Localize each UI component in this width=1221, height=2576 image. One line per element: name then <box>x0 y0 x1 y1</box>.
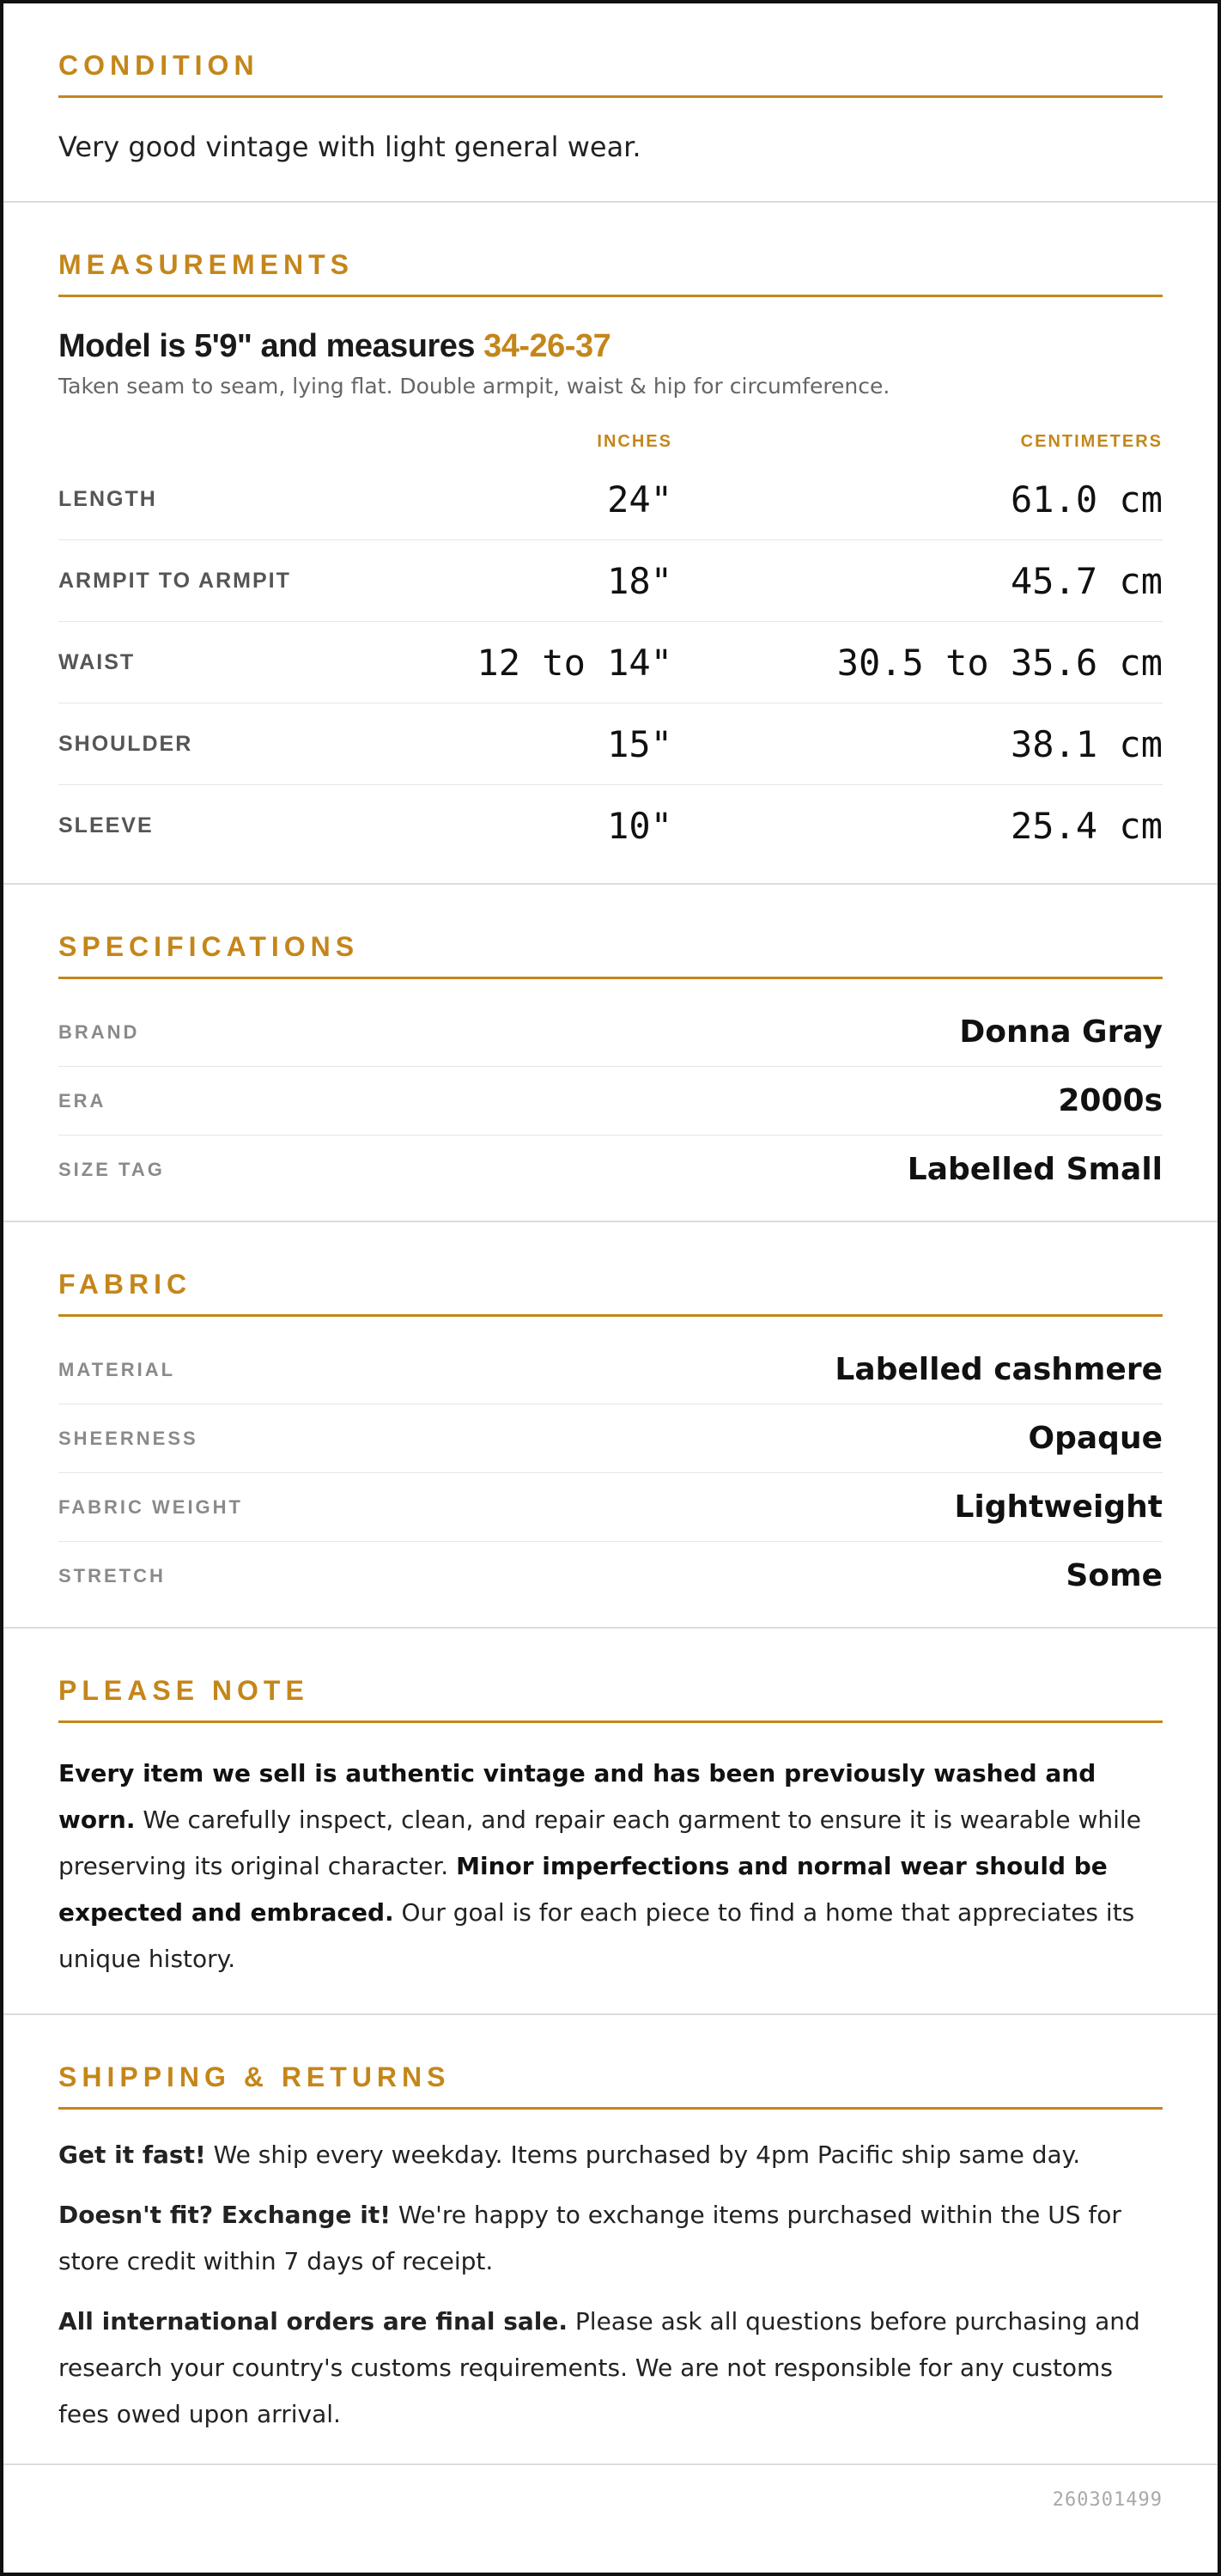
spec-value: 2000s <box>1058 1083 1163 1118</box>
note-bold-1: Every item we sell is authentic vintage and has been previously washed and worn. <box>58 1759 1096 1834</box>
shipping-body: Please ask all questions before purchasing and research your country's customs requirements. We are not responsible for any customs fees owed upon arrival. <box>58 2307 1140 2428</box>
shipping-bold: Get it fast! <box>58 2141 206 2169</box>
fabric-row <box>58 1473 1163 1542</box>
measurement-label: SLEEVE <box>58 813 154 837</box>
shipping-section <box>3 2015 1218 2465</box>
measurement-cm: 30.5 to 35.6 cm <box>836 641 1163 684</box>
measurement-row <box>58 459 1163 540</box>
spec-row <box>58 1136 1163 1203</box>
section-title-measurements: MEASUREMENTS <box>58 203 1163 297</box>
centimeters-column-header: CENTIMETERS <box>1020 431 1163 451</box>
fabric-list <box>58 1336 1163 1627</box>
section-title-please-note: PLEASE NOTE <box>58 1629 1163 1723</box>
measurement-inches: 18" <box>607 559 672 602</box>
section-title-fabric: FABRIC <box>58 1222 1163 1317</box>
spec-value: Labelled Small <box>907 1152 1163 1187</box>
spec-value: Donna Gray <box>959 1014 1163 1050</box>
fabric-row <box>58 1336 1163 1404</box>
spec-label: SIZE TAG <box>58 1158 165 1180</box>
fabric-row <box>58 1404 1163 1473</box>
shipping-paragraph <box>58 2192 1163 2285</box>
please-note-text <box>58 1723 1163 2013</box>
shipping-body: We ship every weekday. Items purchased by 4pm Pacific ship same day. <box>205 2141 1081 2169</box>
fabric-section <box>3 1222 1218 1629</box>
model-measures-line <box>58 328 1163 365</box>
measurement-row <box>58 540 1163 622</box>
fabric-row <box>58 1542 1163 1610</box>
product-code: 260301499 <box>1052 2489 1163 2511</box>
fabric-value: Labelled cashmere <box>835 1352 1163 1387</box>
measurement-cm: 61.0 cm <box>1010 478 1163 521</box>
footer <box>3 2465 1218 2541</box>
measurement-label: SHOULDER <box>58 731 193 756</box>
condition-section <box>3 3 1218 203</box>
note-text-2: Our goal is for each piece to find a home that appreciates its unique history. <box>58 1898 1135 1973</box>
measurement-row <box>58 785 1163 866</box>
fabric-value: Opaque <box>1028 1421 1163 1456</box>
fabric-label: MATERIAL <box>58 1358 176 1380</box>
specifications-section <box>3 885 1218 1222</box>
spec-row <box>58 1067 1163 1136</box>
measurement-cm: 25.4 cm <box>1010 804 1163 847</box>
note-bold-2: Minor imperfections and normal wear should be expected and embraced. <box>58 1852 1108 1927</box>
spec-label: BRAND <box>58 1020 140 1043</box>
shipping-text <box>58 2110 1163 2463</box>
shipping-paragraph <box>58 2132 1163 2178</box>
measurement-label: WAIST <box>58 649 136 674</box>
please-note-section <box>3 1629 1218 2015</box>
model-prefix: Model is 5'9" and measures <box>58 328 484 364</box>
measurements-section <box>3 203 1218 885</box>
measurement-label: ARMPIT TO ARMPIT <box>58 568 291 593</box>
spec-label: ERA <box>58 1089 106 1111</box>
measurement-cm: 38.1 cm <box>1010 722 1163 765</box>
shipping-bold: Doesn't fit? Exchange it! <box>58 2201 391 2229</box>
measurement-inches: 24" <box>607 478 672 521</box>
measurements-header <box>58 424 1163 459</box>
shipping-body: We're happy to exchange items purchased within the US for store credit within 7 days of receipt. <box>58 2201 1121 2275</box>
shipping-bold: All international orders are final sale. <box>58 2307 568 2335</box>
measurement-row <box>58 703 1163 785</box>
measurement-cm: 45.7 cm <box>1010 559 1163 602</box>
measurement-row <box>58 622 1163 703</box>
inches-column-header: INCHES <box>597 431 672 451</box>
measurement-label: LENGTH <box>58 486 157 511</box>
condition-text: Very good vintage with light general wear. <box>58 131 641 163</box>
fabric-value: Some <box>1066 1558 1163 1593</box>
measurement-note: Taken seam to seam, lying flat. Double armpit, waist & hip for circumference. <box>58 374 890 399</box>
section-title-condition: CONDITION <box>58 3 1163 98</box>
spec-row <box>58 998 1163 1067</box>
fabric-value: Lightweight <box>954 1489 1163 1525</box>
measurement-inches: 12 to 14" <box>477 641 672 684</box>
section-title-shipping: SHIPPING & RETURNS <box>58 2015 1163 2110</box>
shipping-paragraph <box>58 2299 1163 2438</box>
fabric-label: FABRIC WEIGHT <box>58 1495 243 1518</box>
measurement-inches: 15" <box>607 722 672 765</box>
fabric-label: STRETCH <box>58 1564 166 1586</box>
measurements-table <box>58 424 1163 883</box>
section-title-specifications: SPECIFICATIONS <box>58 885 1163 979</box>
specifications-list <box>58 998 1163 1221</box>
model-measures-value: 34-26-37 <box>483 328 611 364</box>
measurement-inches: 10" <box>607 804 672 847</box>
fabric-label: SHEERNESS <box>58 1427 198 1449</box>
note-text-1: We carefully inspect, clean, and repair each garment to ensure it is wearable while preserving its original character. <box>58 1806 1141 1880</box>
